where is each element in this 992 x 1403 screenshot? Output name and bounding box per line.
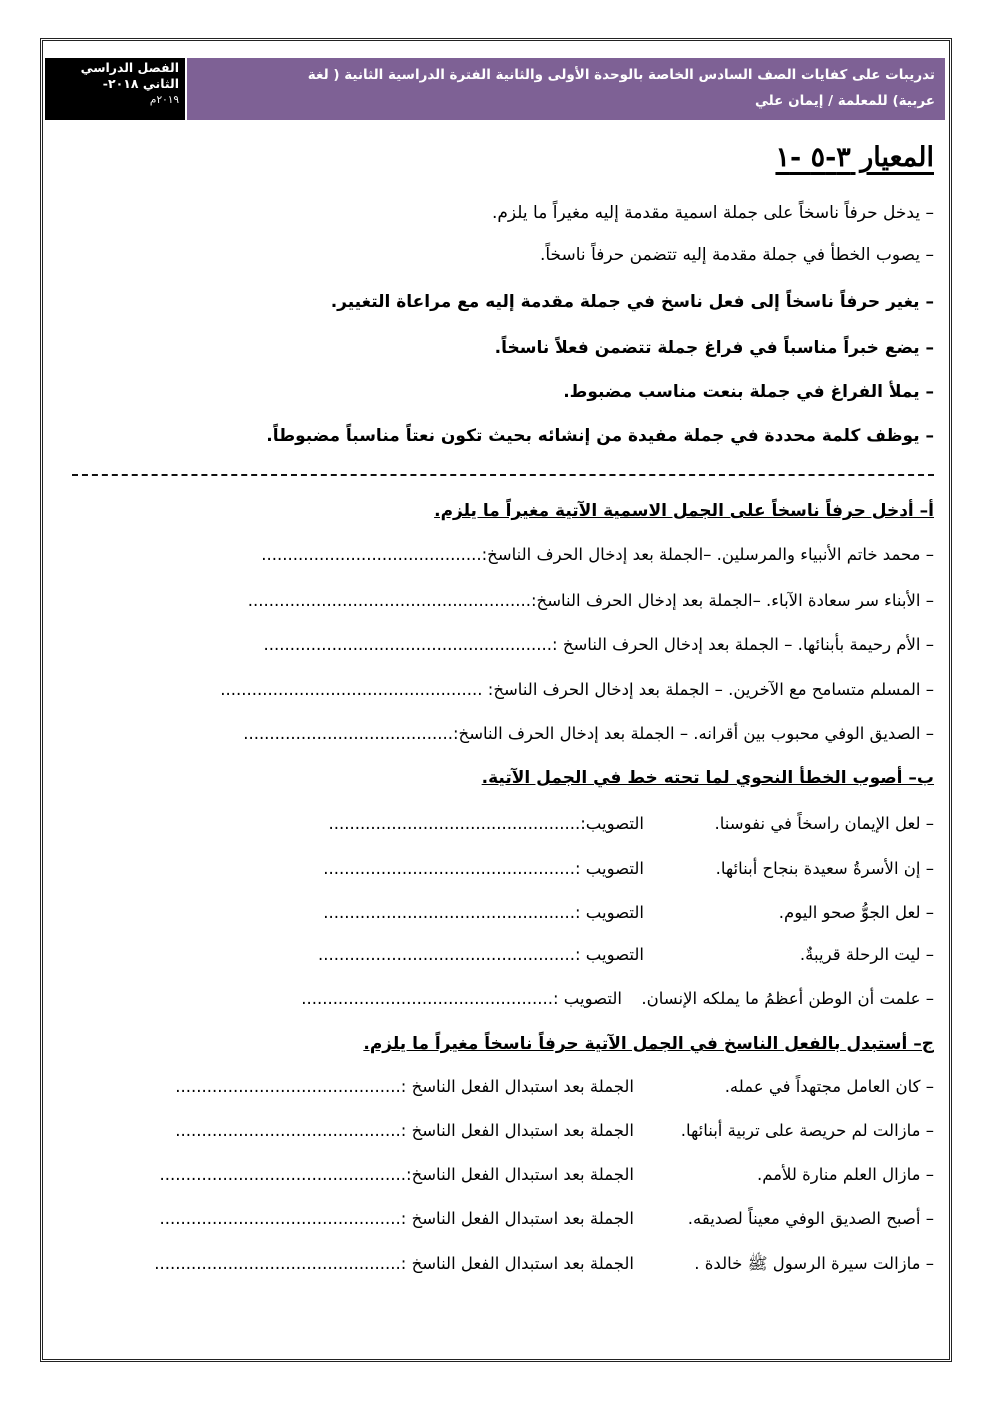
section-b-answer: التصويب:................................................: [328, 814, 644, 833]
section-b-question: – لعل الجوُّ صحو اليوم.: [778, 903, 934, 922]
section-b-question: – لعل الإيمان راسخاً في نفوسنا.: [714, 814, 934, 833]
term-box: [45, 58, 185, 120]
section-b-question: – إن الأسرةُ سعيدة بنجاح أبنائها.: [715, 859, 934, 878]
objective-5: – يملأ الفراغ في جملة بنعت مناسب مضبوط.: [563, 382, 934, 402]
section-a-item: [70, 724, 934, 752]
title-line-2: عربية) للمعلمة / إيمان علي: [754, 93, 935, 109]
section-b-item: [70, 989, 934, 1017]
section-c-question: – كان العامل مجتهداً في عمله.: [724, 1077, 934, 1096]
objective-1: – يدخل حرفاً ناسخاً على جملة اسمية مقدمة إليه مغيراً ما يلزم.: [491, 203, 934, 223]
section-b-question: – ليت الرحلة قريبةٌ.: [799, 945, 934, 964]
section-c-answer: الجملة بعد استبدال الفعل الناسخ:...............................................: [159, 1165, 634, 1184]
title-box: [187, 58, 945, 120]
section-c-heading: ج– أستبدل بالفعل الناسخ في الجمل الآتية حرفاً ناسخاً مغيراً ما يلزم.: [363, 1034, 934, 1054]
section-a-item: [70, 545, 934, 573]
objective-4: – يضع خبراً مناسباً في فراغ جملة تتضمن فعلاً ناسخاً.: [494, 338, 934, 358]
objective-6: – يوظف كلمة محددة في جملة مفيدة من إنشائه بحيث تكون نعتاً مناسباً مضبوطاً.: [266, 426, 934, 446]
dashed-divider: [72, 474, 934, 476]
section-c-answer: الجملة بعد استبدال الفعل الناسخ :...........................................: [175, 1077, 634, 1096]
section-a-item-text: – الأم رحيمة بأبنائها. – الجملة بعد إدخال الحرف الناسخ :.......................................................: [263, 635, 934, 654]
term-line-3: ٢٠١٩م: [149, 94, 179, 106]
section-c-answer: الجملة بعد استبدال الفعل الناسخ :...............................................: [154, 1254, 634, 1273]
section-c-item: [70, 1254, 934, 1282]
standard-title: المعيار ٣-٥ -١: [775, 142, 934, 173]
section-c-answer: الجملة بعد استبدال الفعل الناسخ :...........................................: [175, 1121, 634, 1140]
section-a-item-text: – الصديق الوفي محبوب بين أقرانه. – الجملة بعد إدخال الحرف الناسخ:........................................: [243, 724, 934, 743]
section-a-item: [70, 680, 934, 708]
term-line-2: الثاني ٢٠١٨-: [102, 76, 179, 91]
section-b-item: [70, 814, 934, 842]
section-a-item: [70, 635, 934, 663]
section-c-question: – أصبح الصديق الوفي معيناً لصديقه.: [687, 1209, 934, 1228]
section-c-question: – مازال العلم منارة للأمم.: [756, 1165, 934, 1184]
section-c-item: [70, 1077, 934, 1105]
section-b-answer: التصويب :................................................: [301, 989, 622, 1008]
objective-3: – يغير حرفاً ناسخاً إلى فعل ناسخ في جملة مقدمة إليه مع مراعاة التغيير.: [330, 292, 934, 312]
section-a-heading: أ– أدخل حرفاً ناسخاً على الجمل الاسمية الآتية مغيراً ما يلزم.: [434, 501, 934, 521]
objective-2: – يصوب الخطأ في جملة مقدمة إليه تتضمن حرفاً ناسخاً.: [539, 245, 934, 265]
section-b-item: [70, 859, 934, 887]
section-b-answer: التصويب :................................................: [323, 903, 644, 922]
term-line-1: الفصل الدراسي: [80, 60, 179, 75]
section-c-answer: الجملة بعد استبدال الفعل الناسخ :..............................................: [159, 1209, 634, 1228]
section-c-item: [70, 1209, 934, 1237]
section-b-item: [70, 903, 934, 931]
section-b-item: [70, 945, 934, 973]
section-b-heading: ب– أصوب الخطأ النحوي لما تحته خط في الجمل الآتية.: [481, 768, 934, 788]
section-b-answer: التصويب :................................................: [323, 859, 644, 878]
section-c-question: – مازالت لم حريصة على تربية أبنائها.: [680, 1121, 934, 1140]
section-c-item: [70, 1165, 934, 1193]
section-a-item-text: – الأبناء سر سعادة الآباء. –الجملة بعد إدخال الحرف الناسخ:......................................................: [247, 591, 934, 610]
section-b-question: – علمت أن الوطن أعظمُ ما يملكه الإنسان.: [641, 989, 934, 1008]
header: [45, 58, 945, 120]
title-line-1: تدريبات على كفايات الصف السادس الخاصة بالوحدة الأولى والثانية الفترة الدراسية الثانية ( لغة: [307, 67, 935, 83]
section-a-item-text: – محمد خاتم الأنبياء والمرسلين. –الجملة بعد إدخال الحرف الناسخ:..........................................: [261, 545, 934, 564]
section-a-item: [70, 591, 934, 619]
section-c-item: [70, 1121, 934, 1149]
section-b-answer: التصويب :.................................................: [317, 945, 644, 964]
section-c-question: – مازالت سيرة الرسول ﷺ خالدة .: [694, 1254, 934, 1273]
section-a-item-text: – المسلم متسامح مع الآخرين. – الجملة بعد إدخال الحرف الناسخ: ..................................................: [220, 680, 934, 699]
